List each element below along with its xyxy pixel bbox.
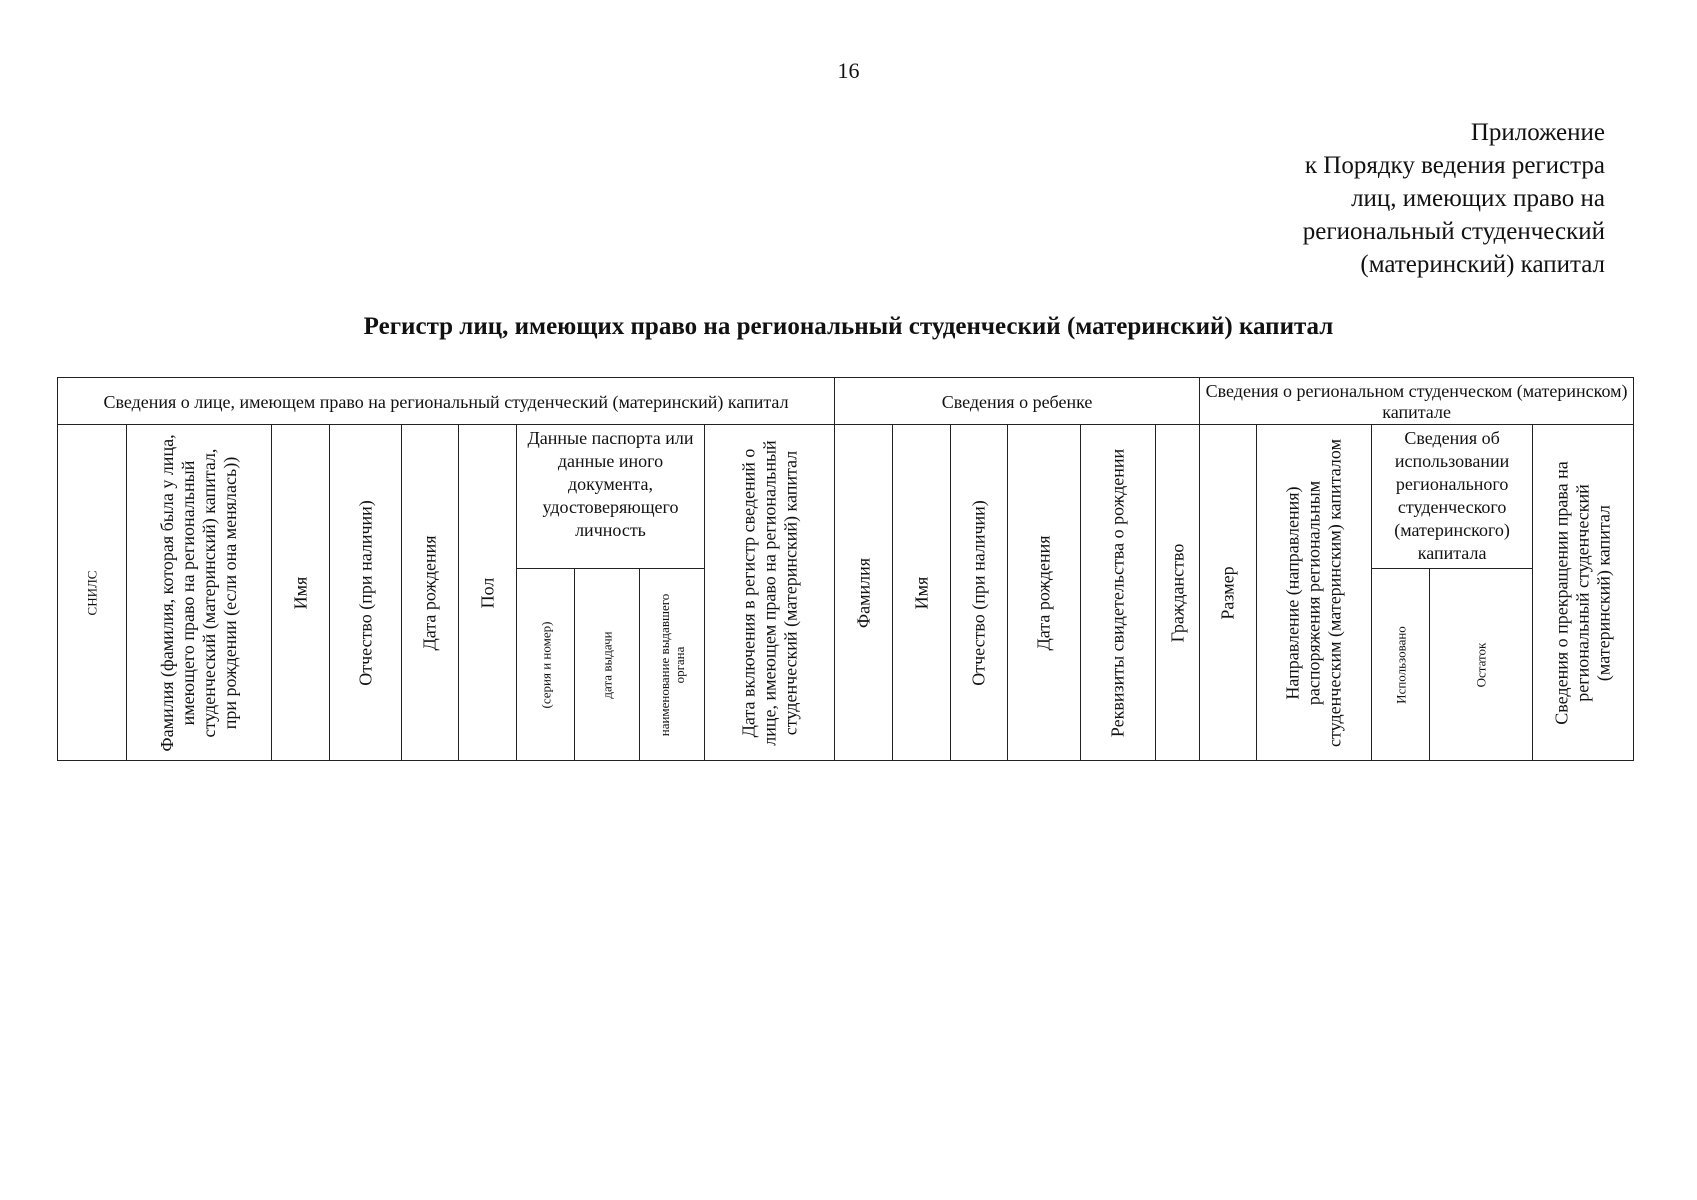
col-person-birth-date: Дата рождения <box>402 425 459 761</box>
col-capital-termination: Сведения о прекращении права на региональный студенческий (материнский) капитал <box>1533 425 1634 761</box>
group-capital-header: Сведения о региональном студенческом (материнском) капитале <box>1200 378 1634 425</box>
col-child-patronymic: Отчество (при наличии) <box>951 425 1008 761</box>
page-number: 16 <box>837 58 860 83</box>
col-inclusion-date: Дата включения в регистр сведений о лице, имеющем право на региональный студенческий (материнский) капитал <box>705 425 835 761</box>
col-child-citizenship: Гражданство <box>1156 425 1200 761</box>
appendix-line: лиц, имеющих право на <box>1351 185 1605 212</box>
appendix-line: Приложение <box>1470 119 1605 146</box>
col-passport-series: (серия и номер) <box>517 569 575 761</box>
col-passport-date: дата выдачи <box>575 569 640 761</box>
usage-group-header: Сведения об использовании регионального студенческого (материнского) капитала <box>1372 425 1533 569</box>
col-snils: СНИЛС <box>58 425 127 761</box>
register-table <box>57 377 1634 761</box>
col-child-name: Имя <box>893 425 951 761</box>
passport-group-header: Данные паспорта или данные иного документа, удостоверяющего личность <box>517 425 705 569</box>
col-child-birth-cert: Реквизиты свидетельства о рождении <box>1081 425 1156 761</box>
document-title: Регистр лиц, имеющих право на региональный студенческий (материнский) капитал <box>363 313 1334 340</box>
col-person-sex: Пол <box>459 425 517 761</box>
col-child-surname: Фамилия <box>835 425 893 761</box>
col-capital-used: Использовано <box>1372 569 1430 761</box>
col-capital-remainder: Остаток <box>1430 569 1533 761</box>
appendix-block <box>1303 116 1605 281</box>
col-child-birth-date: Дата рождения <box>1008 425 1081 761</box>
col-passport-issuer: наименование выдавшего органа <box>640 569 705 761</box>
group-child-header: Сведения о ребенке <box>835 378 1200 425</box>
group-person-header: Сведения о лице, имеющем право на региональный студенческий (материнский) капитал <box>58 378 835 425</box>
col-capital-direction: Направление (направления) распоряжения региональным студенческим (материнским) капиталом <box>1257 425 1372 761</box>
col-capital-amount: Размер <box>1200 425 1257 761</box>
col-person-surname: Фамилия (фамилия, которая была у лица, имеющего право на региональный студенческий (материнский) капитал, при рождении (если она менялась)) <box>127 425 272 761</box>
appendix-line: региональный студенческий <box>1302 218 1605 245</box>
col-person-patronymic: Отчество (при наличии) <box>330 425 402 761</box>
appendix-line: (материнский) капитал <box>1360 251 1605 278</box>
appendix-line: к Порядку ведения регистра <box>1304 152 1605 179</box>
col-person-name: Имя <box>272 425 330 761</box>
